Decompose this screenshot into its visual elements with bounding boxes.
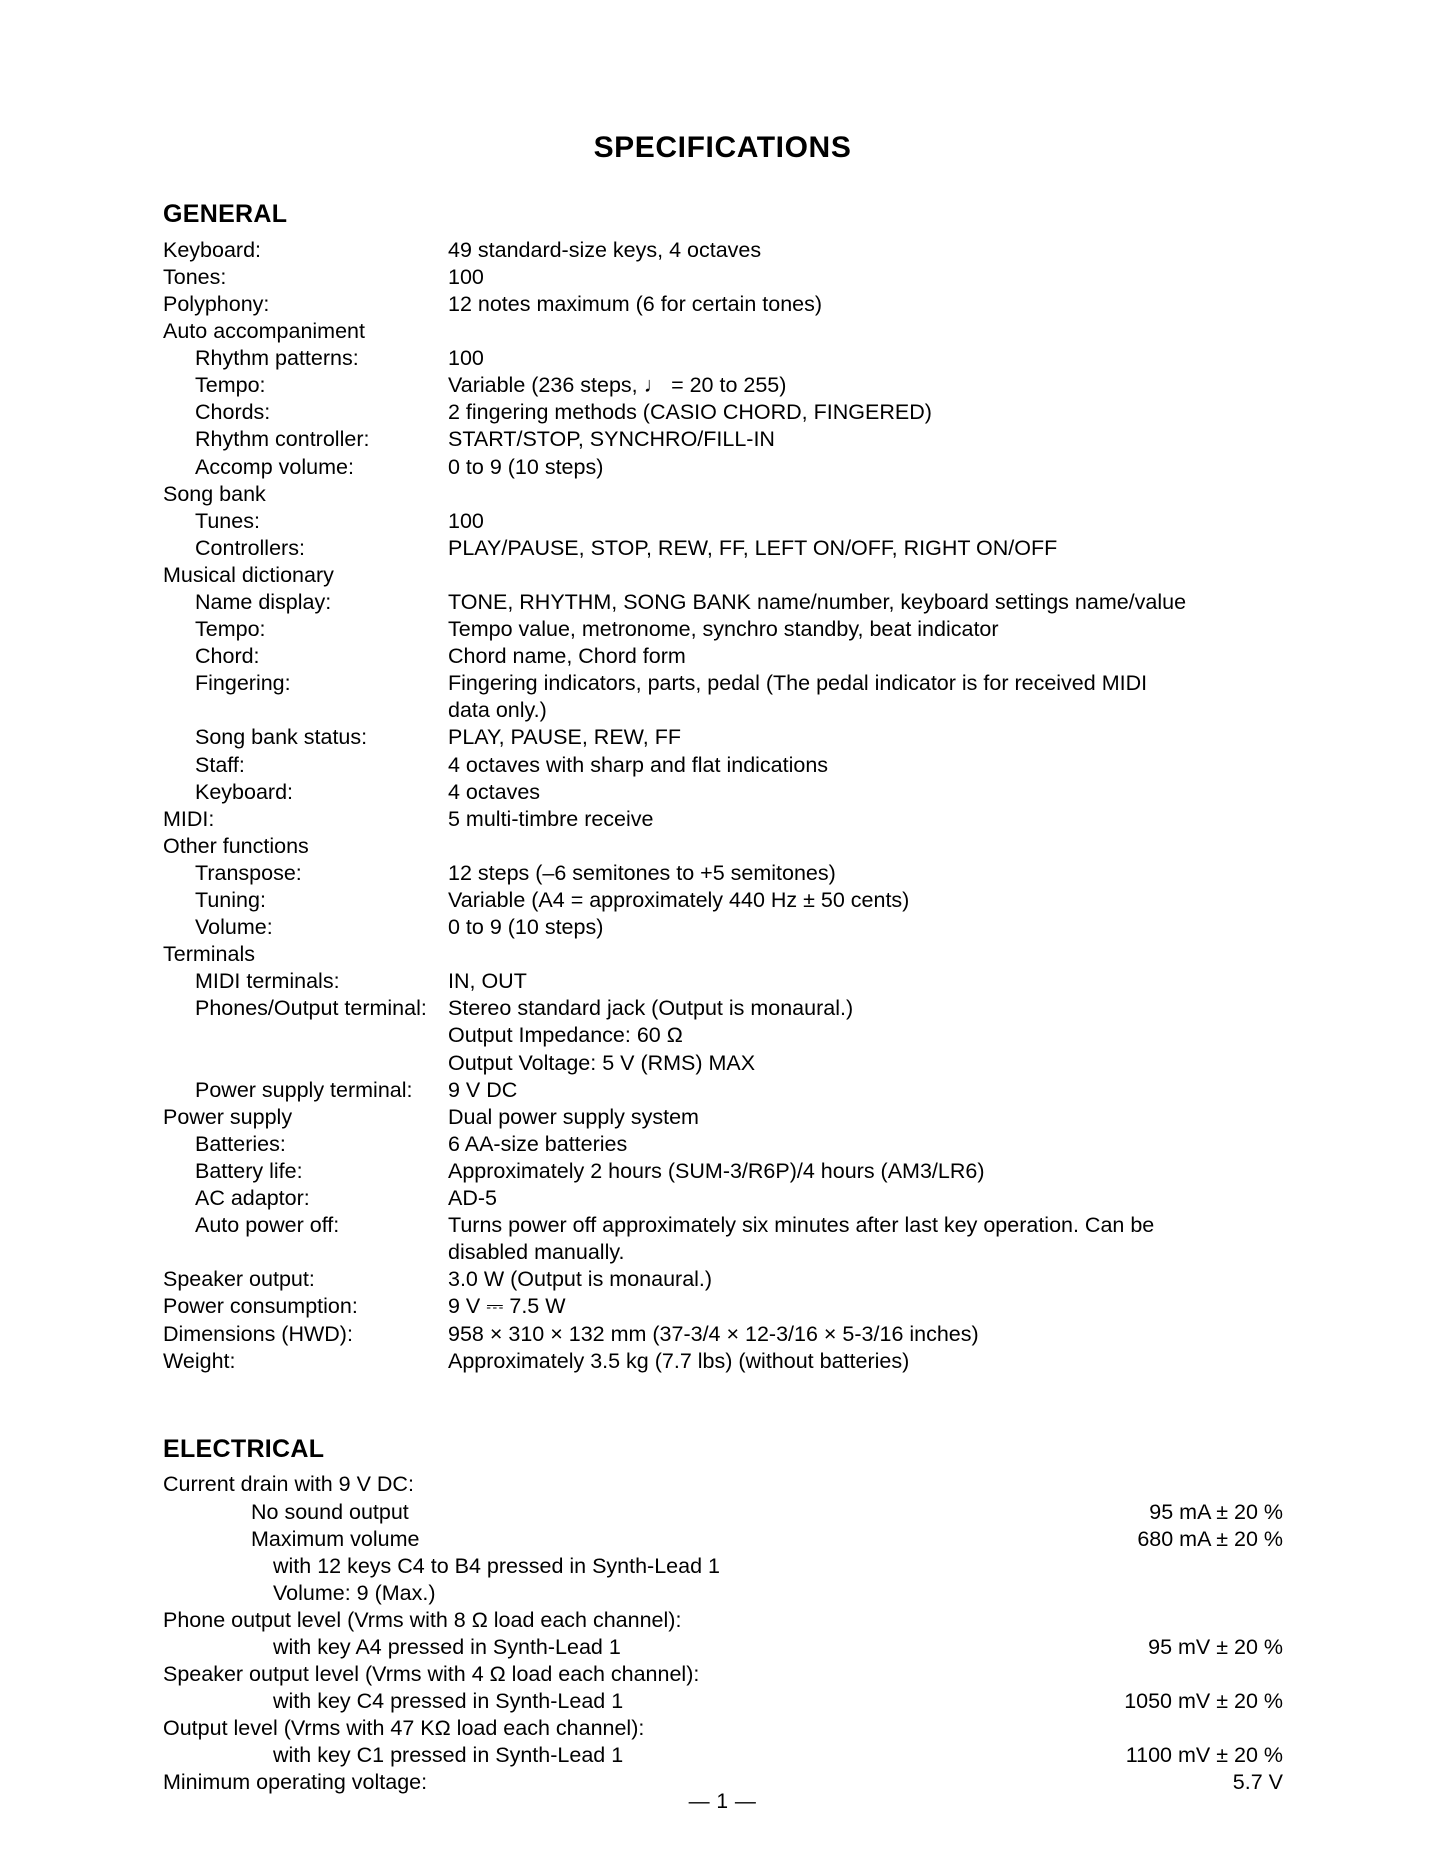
- electrical-row: [163, 1688, 1283, 1715]
- spec-label: Staff:: [195, 752, 245, 777]
- spec-label: Power supply: [163, 1104, 293, 1129]
- spec-row: [163, 1158, 1283, 1185]
- spec-value-line: Tempo value, metronome, synchro standby, beat indicator: [448, 617, 999, 642]
- spec-value-line: IN, OUT: [448, 969, 527, 994]
- spec-value-line: 4 octaves: [448, 779, 541, 804]
- spec-value: [448, 1266, 1283, 1293]
- electrical-label: Volume: 9 (Max.): [273, 1580, 436, 1605]
- spec-row: [163, 562, 1283, 589]
- spec-value-line: Stereo standard jack (Output is monaural.): [448, 996, 854, 1021]
- spec-value: [448, 426, 1283, 453]
- spec-value-line: 100: [448, 264, 484, 289]
- electrical-row: [163, 1634, 1283, 1661]
- spec-value-line: 4 octaves with sharp and flat indications: [448, 752, 829, 777]
- spec-label: Speaker output:: [163, 1267, 315, 1292]
- spec-value: [448, 1348, 1283, 1375]
- electrical-value: 1100 mV ± 20 %: [1125, 1743, 1283, 1768]
- electrical-label: Phone output level (Vrms with 8 Ω load each channel):: [163, 1607, 682, 1632]
- spec-value: [448, 1104, 1283, 1131]
- spec-row: [163, 941, 1283, 968]
- spec-row: [163, 237, 1283, 264]
- document-content: [163, 200, 1283, 1797]
- electrical-row: [163, 1715, 1283, 1742]
- spec-value-line: 0 to 9 (10 steps): [448, 454, 604, 479]
- spec-value: [448, 264, 1283, 291]
- spec-value: [448, 752, 1283, 779]
- spec-label: MIDI terminals:: [195, 969, 340, 994]
- spec-row: [163, 670, 1283, 724]
- spec-value-line: PLAY, PAUSE, REW, FF: [448, 725, 681, 750]
- spec-value-line: 2 fingering methods (CASIO CHORD, FINGERED): [448, 400, 932, 425]
- spec-label: Batteries:: [195, 1131, 286, 1156]
- spec-label: Tempo:: [195, 617, 266, 642]
- spec-value-line: 49 standard-size keys, 4 octaves: [448, 237, 762, 262]
- spec-value: [448, 508, 1283, 535]
- spec-value: [448, 1212, 1283, 1266]
- electrical-label: Speaker output level (Vrms with 4 Ω load each channel):: [163, 1662, 700, 1687]
- spec-label: Tones:: [163, 264, 227, 289]
- spec-value: [448, 291, 1283, 318]
- spec-label: Dimensions (HWD):: [163, 1321, 353, 1346]
- spec-row: [163, 1321, 1283, 1348]
- spec-value-line: 5 multi-timbre receive: [448, 806, 654, 831]
- spec-label: Keyboard:: [195, 779, 294, 804]
- spec-row: [163, 860, 1283, 887]
- spec-row: [163, 833, 1283, 860]
- spec-value: [448, 616, 1283, 643]
- spec-label: Song bank: [163, 481, 266, 506]
- electrical-row: [163, 1580, 1283, 1607]
- spec-label: Tuning:: [195, 888, 266, 912]
- spec-value: [448, 589, 1283, 616]
- spec-label: Chords:: [195, 400, 271, 425]
- spec-value-line: Fingering indicators, parts, pedal (The pedal indicator is for received MIDI: [448, 671, 1148, 696]
- spec-value: [448, 670, 1283, 724]
- electrical-value: 95 mV ± 20 %: [1148, 1635, 1283, 1659]
- spec-label: Auto power off:: [195, 1213, 340, 1238]
- electrical-row: [163, 1742, 1283, 1769]
- spec-label: Fingering:: [195, 671, 291, 696]
- spec-row: [163, 399, 1283, 426]
- spec-row: [163, 995, 1283, 1076]
- electrical-label: Output level (Vrms with 47 KΩ load each channel):: [163, 1716, 645, 1741]
- spec-row: [163, 968, 1283, 995]
- spec-label: Chord:: [195, 644, 260, 669]
- spec-value: [448, 1158, 1283, 1185]
- spec-value: [448, 779, 1283, 806]
- electrical-label: with key C1 pressed in Synth-Lead 1: [273, 1743, 624, 1768]
- spec-label: Polyphony:: [163, 291, 270, 316]
- spec-label: Tunes:: [195, 508, 260, 533]
- electrical-row: [163, 1661, 1283, 1688]
- spec-label: MIDI:: [163, 806, 215, 831]
- spec-value-line: data only.): [448, 698, 547, 723]
- spec-row: [163, 887, 1283, 914]
- spec-row: [163, 1266, 1283, 1293]
- spec-label: Song bank status:: [195, 725, 368, 750]
- spec-value-line: PLAY/PAUSE, STOP, REW, FF, LEFT ON/OFF, RIGHT ON/OFF: [448, 535, 1058, 560]
- spec-value: [448, 454, 1283, 481]
- spec-row: [163, 1131, 1283, 1158]
- electrical-spec-list: [163, 1471, 1283, 1796]
- spec-label: Phones/Output terminal:: [195, 996, 427, 1021]
- spec-row: [163, 1104, 1283, 1131]
- spec-value: [448, 643, 1283, 670]
- spec-value: [448, 535, 1283, 562]
- spec-label: AC adaptor:: [195, 1186, 310, 1211]
- general-spec-list: [163, 237, 1283, 1375]
- spec-row: [163, 724, 1283, 751]
- spec-value-line: 9 V ⎓ 7.5 W: [448, 1294, 566, 1319]
- spec-row: [163, 1185, 1283, 1212]
- electrical-row: [163, 1499, 1283, 1526]
- electrical-row: [163, 1526, 1283, 1553]
- spec-row: [163, 589, 1283, 616]
- spec-value-line: 6 AA-size batteries: [448, 1131, 628, 1156]
- spec-value-line: Output Impedance: 60 Ω: [448, 1023, 683, 1048]
- spec-value: [448, 399, 1283, 426]
- spec-value: [448, 1185, 1283, 1212]
- spec-value-line: 100: [448, 346, 484, 371]
- spec-value-line: 12 notes maximum (6 for certain tones): [448, 291, 823, 316]
- spec-value: [448, 237, 1283, 264]
- spec-row: [163, 454, 1283, 481]
- section-heading-electrical: ELECTRICAL: [163, 1434, 325, 1463]
- spec-row: [163, 372, 1283, 399]
- spec-value: [448, 968, 1283, 995]
- spec-label: Rhythm controller:: [195, 427, 370, 452]
- spec-value: [448, 345, 1283, 372]
- spec-value-line: AD-5: [448, 1186, 497, 1211]
- spec-value-line: Output Voltage: 5 V (RMS) MAX: [448, 1050, 756, 1075]
- electrical-label: No sound output: [251, 1499, 409, 1524]
- spec-label: Power consumption:: [163, 1294, 358, 1319]
- spec-value-line: Turns power off approximately six minutes after last key operation. Can be: [448, 1213, 1155, 1238]
- spec-row: [163, 508, 1283, 535]
- spec-label: Controllers:: [195, 535, 305, 560]
- spec-value: [448, 1321, 1283, 1348]
- spec-label: Name display:: [195, 589, 332, 614]
- section-electrical: [163, 1435, 1283, 1797]
- electrical-label: Maximum volume: [251, 1526, 420, 1551]
- electrical-value: 95 mA ± 20 %: [1149, 1499, 1283, 1524]
- spec-row: [163, 806, 1283, 833]
- electrical-row: [163, 1553, 1283, 1580]
- spec-value: [448, 1293, 1283, 1320]
- spec-label: Terminals: [163, 942, 255, 967]
- spec-label: Weight:: [163, 1348, 236, 1373]
- electrical-row: [163, 1607, 1283, 1634]
- electrical-value: 680 mA ± 20 %: [1137, 1526, 1283, 1551]
- spec-value: [448, 1077, 1283, 1104]
- spec-label: Power supply terminal:: [195, 1077, 413, 1102]
- spec-label: Tempo:: [195, 373, 266, 398]
- spec-row: [163, 1293, 1283, 1320]
- spec-row: [163, 752, 1283, 779]
- spec-label: Rhythm patterns:: [195, 346, 359, 371]
- spec-value: [448, 806, 1283, 833]
- spec-row: [163, 1212, 1283, 1266]
- spec-value-line: TONE, RHYTHM, SONG BANK name/number, keyboard settings name/value: [448, 589, 1187, 614]
- spec-value: [448, 1131, 1283, 1158]
- page-footer-number: — 1 —: [688, 1790, 757, 1813]
- page-title: SPECIFICATIONS: [593, 131, 852, 164]
- spec-value-line: 3.0 W (Output is monaural.): [448, 1267, 713, 1292]
- spec-row: [163, 426, 1283, 453]
- spec-row: [163, 779, 1283, 806]
- spec-value-line: 0 to 9 (10 steps): [448, 915, 604, 940]
- spec-row: [163, 535, 1283, 562]
- spec-value-line: 12 steps (–6 semitones to +5 semitones): [448, 860, 836, 885]
- spec-row: [163, 345, 1283, 372]
- spec-value-line: 9 V DC: [448, 1077, 518, 1102]
- spec-value-line: Dual power supply system: [448, 1104, 699, 1129]
- spec-label: Keyboard:: [163, 237, 262, 262]
- spec-row: [163, 1348, 1283, 1375]
- spec-label: Other functions: [163, 833, 309, 858]
- spec-value-line: Variable (A4 = approximately 440 Hz ± 50 cents): [448, 888, 910, 912]
- electrical-value: 1050 mV ± 20 %: [1124, 1689, 1283, 1714]
- spec-row: [163, 318, 1283, 345]
- electrical-label: with 12 keys C4 to B4 pressed in Synth-Lead 1: [273, 1553, 720, 1578]
- spec-row: [163, 1077, 1283, 1104]
- section-heading-general: GENERAL: [163, 200, 288, 228]
- spec-value: [448, 724, 1283, 751]
- spec-value-line: disabled manually.: [448, 1240, 625, 1265]
- spec-value-line: Variable (236 steps, ♩ = 20 to 255): [448, 373, 787, 398]
- electrical-label: Minimum operating voltage:: [163, 1770, 428, 1795]
- spec-value-line: START/STOP, SYNCHRO/FILL-IN: [448, 427, 775, 452]
- spec-row: [163, 914, 1283, 941]
- spec-value-line: Approximately 2 hours (SUM-3/R6P)/4 hours (AM3/LR6): [448, 1158, 985, 1183]
- spec-row: [163, 616, 1283, 643]
- spec-value-line: Approximately 3.5 kg (7.7 lbs) (without batteries): [448, 1348, 910, 1373]
- spec-value: [448, 914, 1283, 941]
- electrical-row: [163, 1471, 1283, 1498]
- spec-row: [163, 643, 1283, 670]
- electrical-label: with key C4 pressed in Synth-Lead 1: [273, 1689, 624, 1714]
- spec-value: [448, 995, 1283, 1076]
- electrical-value: 5.7 V: [1232, 1770, 1283, 1795]
- spec-row: [163, 481, 1283, 508]
- spec-value: [448, 372, 1283, 399]
- spec-value-line: Chord name, Chord form: [448, 644, 686, 669]
- spec-value: [448, 860, 1283, 887]
- spec-label: Battery life:: [195, 1158, 303, 1183]
- spec-value-line: 958 × 310 × 132 mm (37-3/4 × 12-3/16 × 5-3/16 inches): [448, 1321, 979, 1346]
- spec-label: Musical dictionary: [163, 562, 334, 587]
- spec-row: [163, 291, 1283, 318]
- spec-label: Auto accompaniment: [163, 319, 365, 344]
- spec-label: Volume:: [195, 915, 273, 940]
- electrical-label: Current drain with 9 V DC:: [163, 1472, 414, 1497]
- electrical-label: with key A4 pressed in Synth-Lead 1: [273, 1635, 621, 1659]
- spec-value: [448, 887, 1283, 914]
- spec-row: [163, 264, 1283, 291]
- section-general: [163, 200, 1283, 1375]
- spec-label: Accomp volume:: [195, 454, 354, 479]
- spec-label: Transpose:: [195, 860, 302, 885]
- spec-value-line: 100: [448, 508, 484, 533]
